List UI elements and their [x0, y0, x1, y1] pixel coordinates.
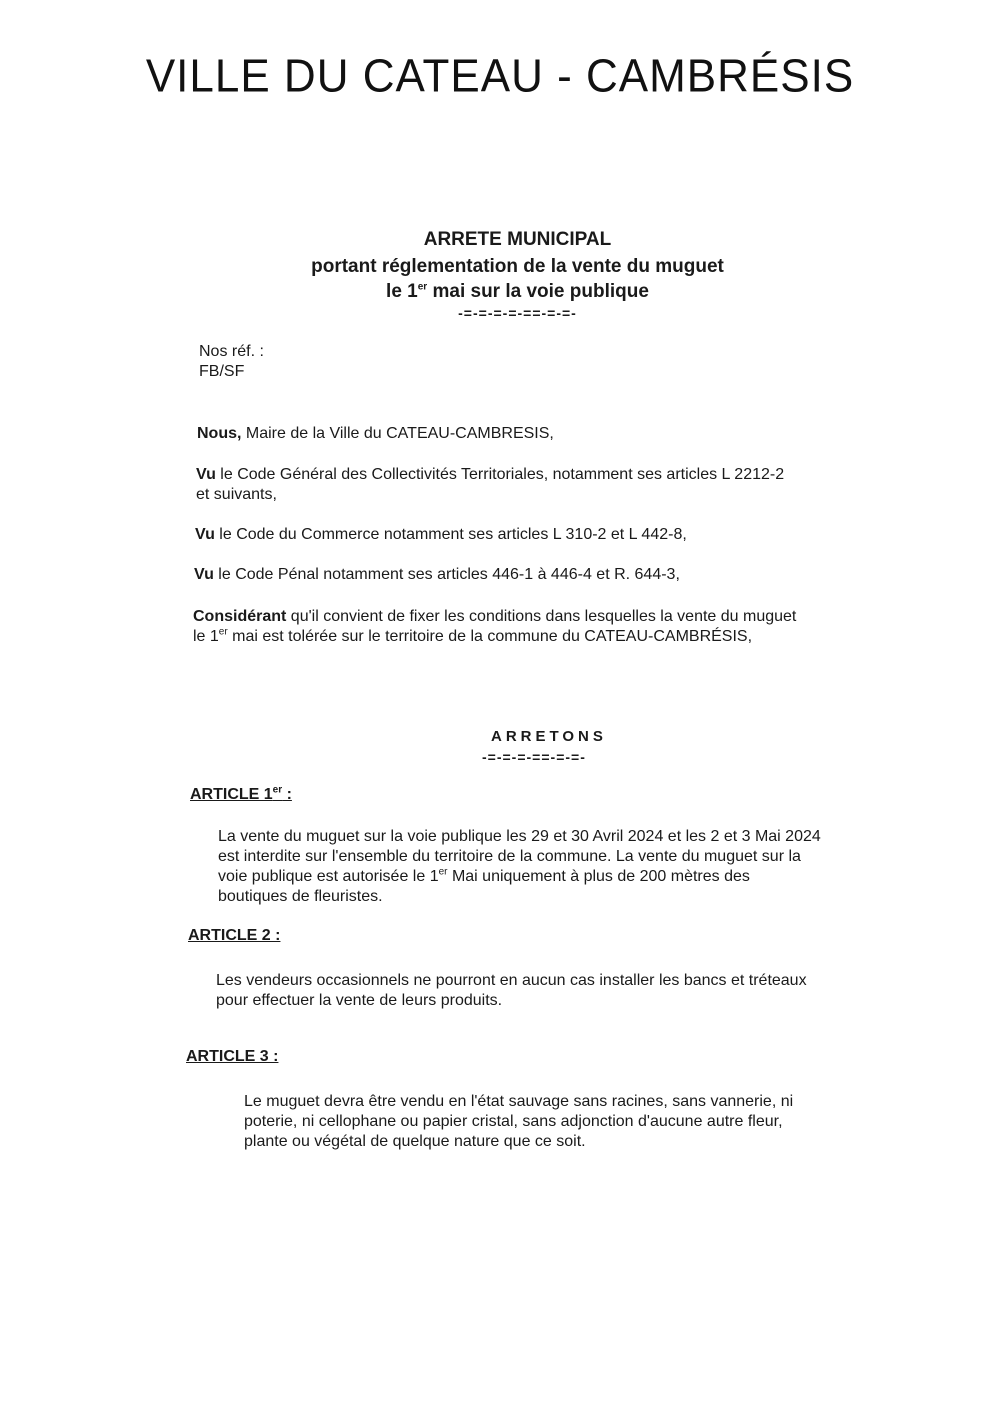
reference-value: FB/SF [199, 363, 245, 380]
arretons-separator: -=-=-=-==-=-=- [482, 749, 586, 765]
article-1-title: ARTICLE 1er : [190, 784, 292, 803]
article-3-body: Le muguet devra être vendu en l'état sauvage sans racines, sans vannerie, ni poterie, ni cellophane ou papier cristal, sans adjonction d'aucune autre fleur, plante ou végétal de quelque nature que ce soit. [244, 1093, 794, 1150]
preamble-vu-commerce: Vu le Code du Commerce notamment ses articles L 310-2 et L 442-8, [195, 526, 687, 543]
title-separator: -=-=-=-=-==-=-=- [458, 305, 577, 321]
preamble-vu-penal: Vu le Code Pénal notamment ses articles 446-1 à 446-4 et R. 644-3, [194, 566, 680, 583]
decree-title: ARRETE MUNICIPAL [423, 229, 612, 250]
decree-subtitle: portant réglementation de la vente du muguet [311, 256, 724, 277]
decree-subtitle-date: le 1er mai sur la voie publique [386, 281, 649, 302]
reference-label: Nos réf. : [199, 343, 264, 360]
preamble-nous: Nous, Maire de la Ville du CATEAU-CAMBRESIS, [197, 425, 554, 442]
article-2-title: ARTICLE 2 : [188, 927, 281, 944]
preamble-considerant: Considérant qu'il convient de fixer les conditions dans lesquelles la vente du muguet le 1er mai est tolérée sur le territoire de la commune du CATEAU-CAMBRÉSIS, [193, 608, 797, 645]
arretons-heading: ARRETONS [491, 728, 607, 745]
preamble-vu-cgct: Vu le Code Général des Collectivités Territoriales, notamment ses articles L 2212-2 et suivants, [196, 466, 785, 503]
article-2-body: Les vendeurs occasionnels ne pourront en aucun cas installer les bancs et tréteaux pour effectuer la vente de leurs produits. [216, 972, 807, 1009]
article-3-title: ARTICLE 3 : [186, 1048, 279, 1065]
city-header: VILLE DU CATEAU - CAMBRÉSIS [145, 50, 855, 103]
article-1-body: La vente du muguet sur la voie publique les 29 et 30 Avril 2024 et les 2 et 3 Mai 2024 est interdite sur l'ensemble du territoire de la commune. La vente du muguet sur la voie publique est autorisée le 1er Mai uniquement à plus de 200 mètres des boutiques de fleuristes. [218, 828, 821, 905]
